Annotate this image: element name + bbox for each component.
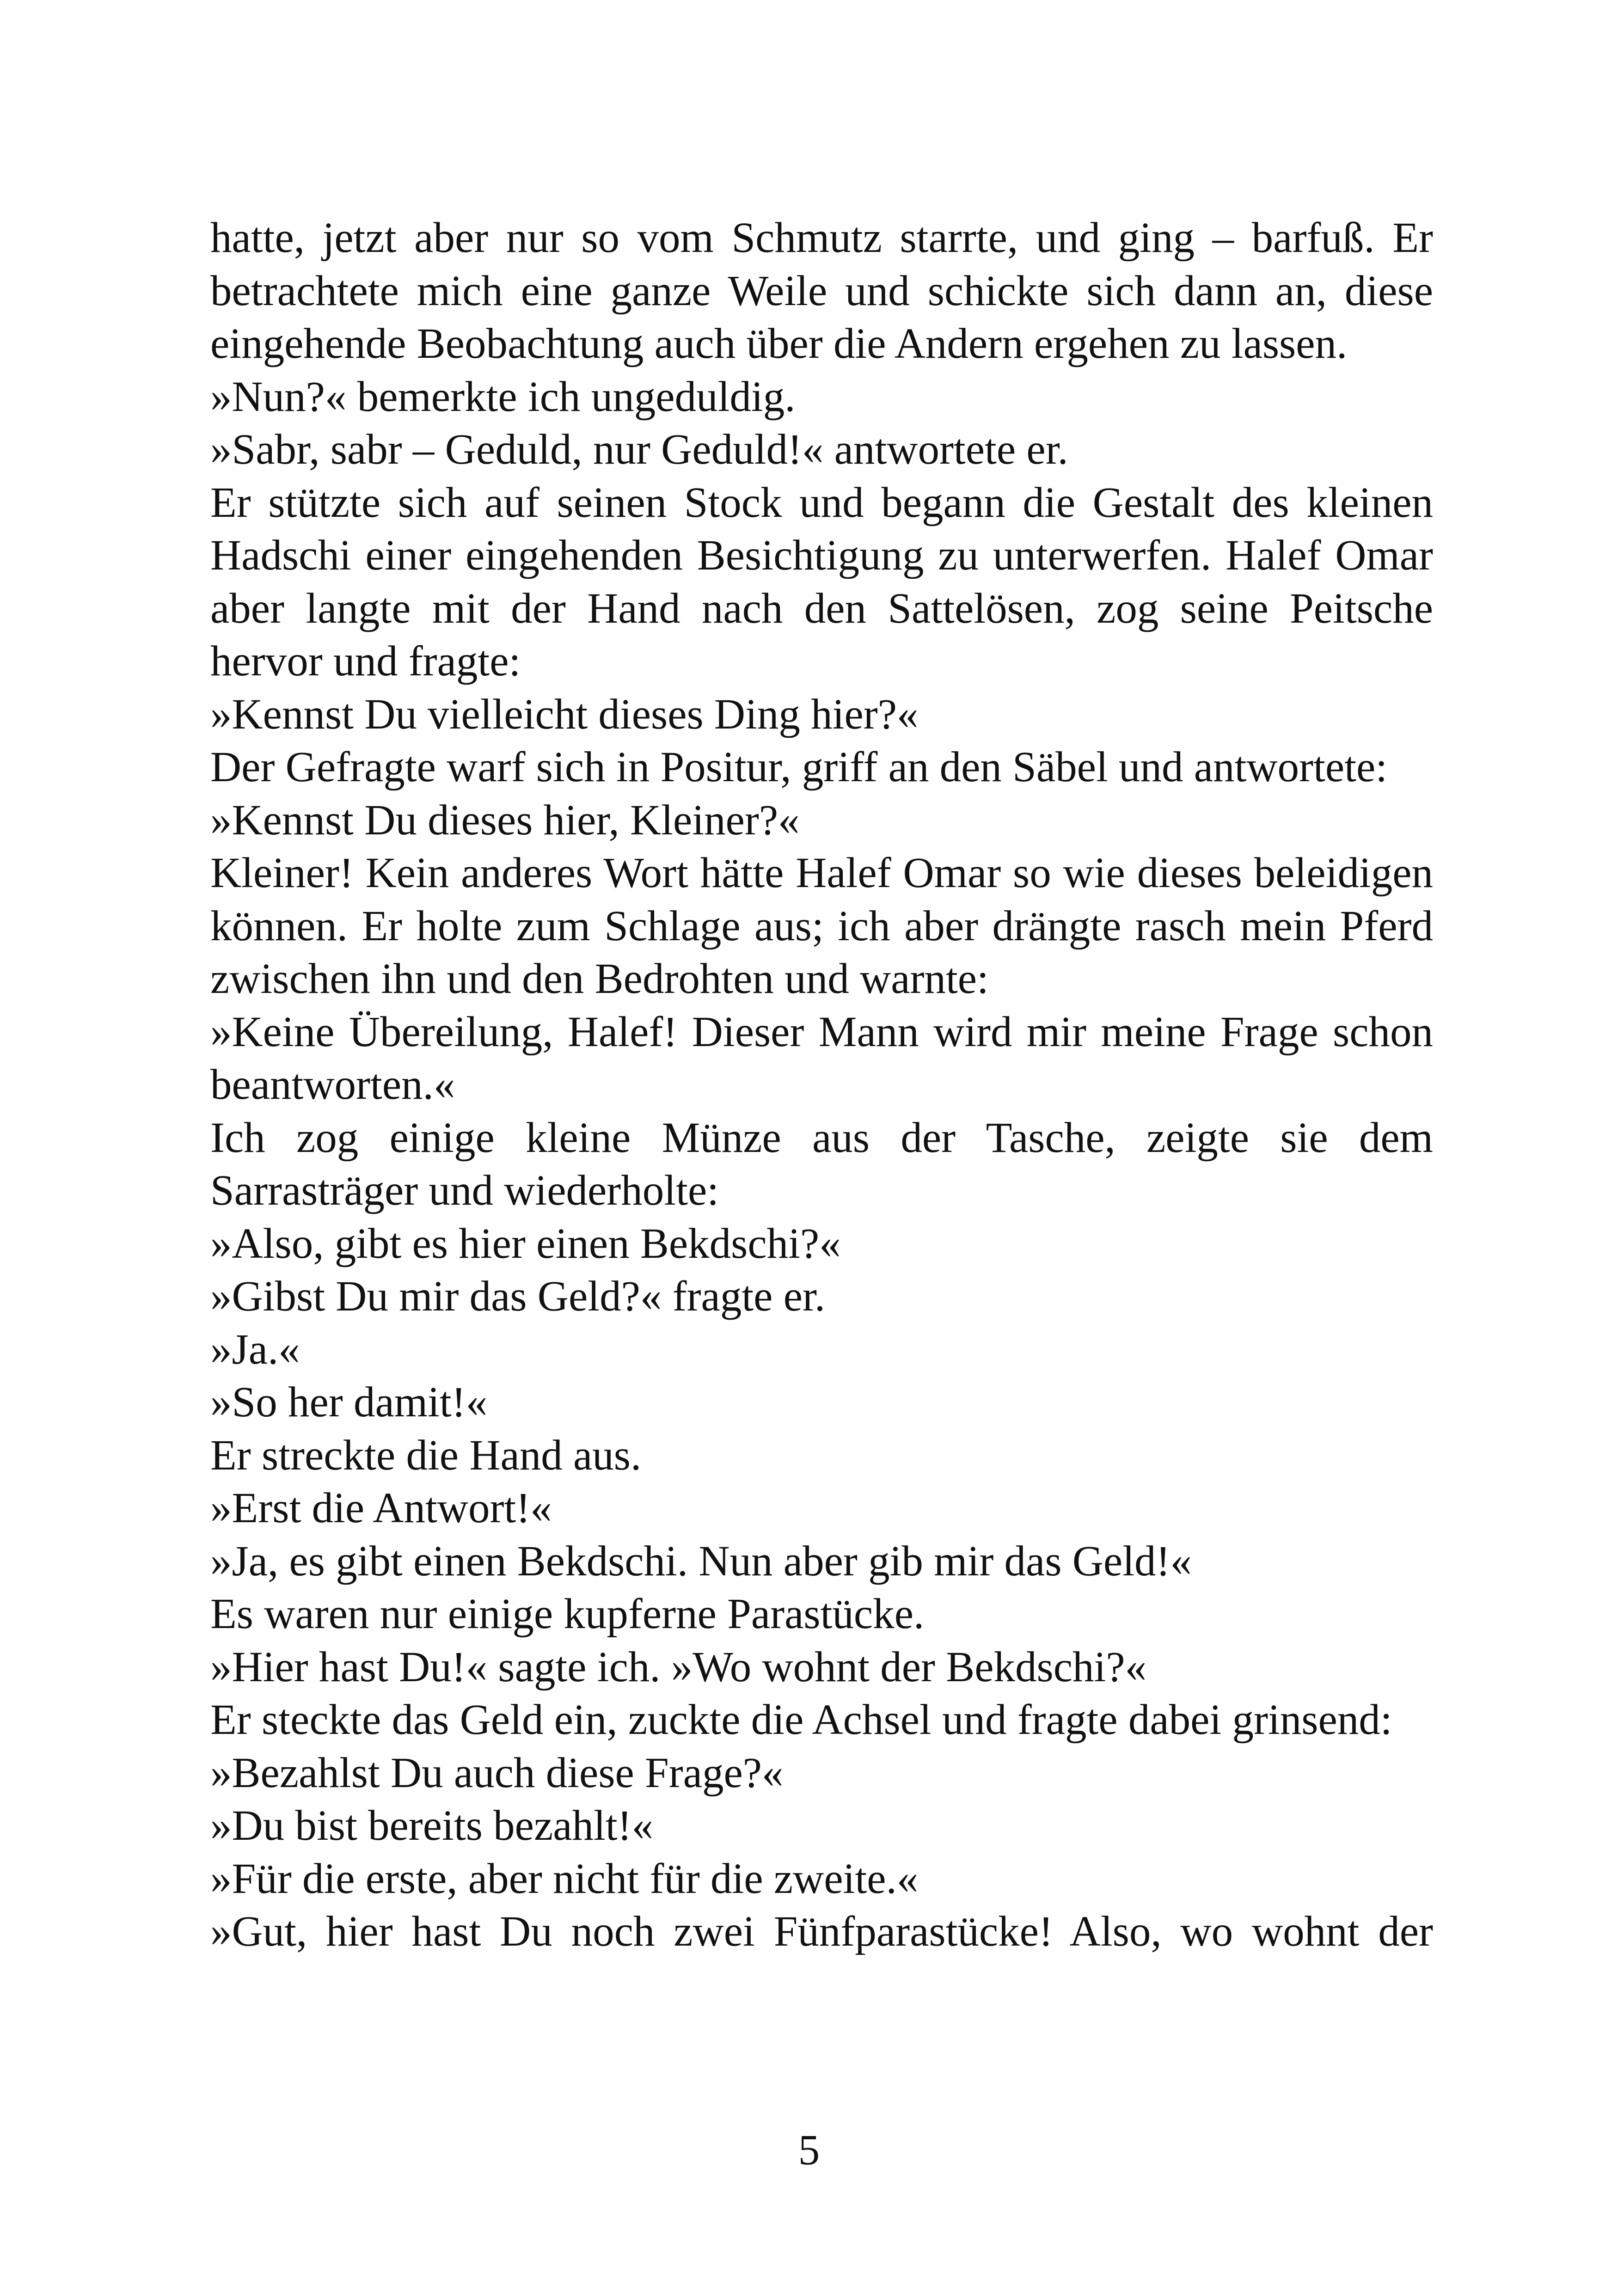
paragraph: »Für die erste, aber nicht für die zweite.«	[210, 1855, 919, 1903]
paragraph: Er steckte das Geld ein, zuckte die Achsel und fragte dabei grinsend:	[210, 1696, 1392, 1744]
paragraph: »Erst die Antwort!«	[210, 1484, 552, 1532]
paragraph: »So her damit!«	[210, 1378, 488, 1426]
paragraph: Es waren nur einige kupferne Parastücke.	[210, 1590, 925, 1638]
paragraph: »Ja.«	[210, 1325, 300, 1373]
paragraph: »Kennst Du dieses hier, Kleiner?«	[210, 796, 800, 844]
paragraph: »Bezahlst Du auch diese Frage?«	[210, 1749, 784, 1797]
paragraph: Er streckte die Hand aus.	[210, 1431, 642, 1479]
paragraph: »Hier hast Du!« sagte ich. »Wo wohnt der Bekdschi?«	[210, 1643, 1147, 1691]
paragraph: hatte, jetzt aber nur so vom Schmutz starrte, und ging – barfuß. Er betrachtete mich eine ganze Weile und schickte sich dann an, diese eingehende Beobachtung auch über die Andern ergehen zu lassen.	[210, 214, 1433, 367]
paragraph: »Gibst Du mir das Geld?« fragte er.	[210, 1273, 826, 1320]
paragraph: »Gut, hier hast Du noch zwei Fünfparastücke! Also, wo wohnt der	[210, 1908, 1433, 1955]
paragraph: Er stützte sich auf seinen Stock und begann die Gestalt des kleinen Hadschi einer eingehenden Besichtigung zu unterwerfen. Halef Omar aber langte mit der Hand nach den Sattelösen, zog seine Peitsche hervor und fragte:	[210, 478, 1433, 685]
paragraph: »Kennst Du vielleicht dieses Ding hier?«	[210, 690, 919, 738]
paragraph: Kleiner! Kein anderes Wort hätte Halef Omar so wie dieses beleidigen können. Er holte zum Schlage aus; ich aber drängte rasch mein Pferd zwischen ihn und den Bedrohten und warnte:	[210, 849, 1433, 1003]
paragraph: »Sabr, sabr – Geduld, nur Geduld!« antwortete er.	[210, 426, 1068, 473]
page-body-text	[210, 212, 1433, 1959]
paragraph: »Nun?« bemerkte ich ungeduldig.	[210, 373, 796, 421]
page-number: 5	[798, 2126, 820, 2174]
paragraph: »Also, gibt es hier einen Bekdschi?«	[210, 1219, 841, 1267]
paragraph: Der Gefragte warf sich in Positur, griff an den Säbel und antwortete:	[210, 743, 1388, 791]
paragraph: »Keine Übereilung, Halef! Dieser Mann wird mir meine Frage schon beantworten.«	[210, 1008, 1433, 1108]
paragraph: Ich zog einige kleine Münze aus der Tasche, zeigte sie dem Sarrasträger und wiederholte:	[210, 1114, 1433, 1214]
paragraph: »Ja, es gibt einen Bekdschi. Nun aber gib mir das Geld!«	[210, 1537, 1192, 1585]
paragraph: »Du bist bereits bezahlt!«	[210, 1802, 654, 1849]
